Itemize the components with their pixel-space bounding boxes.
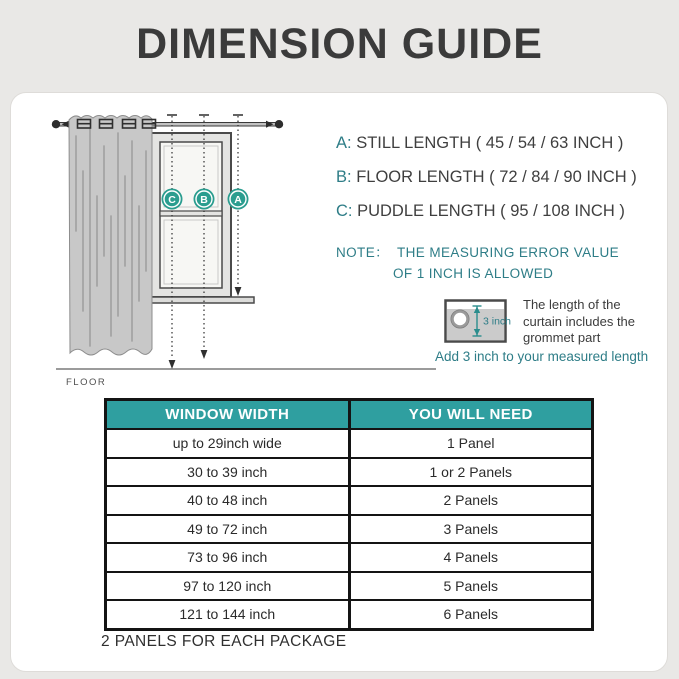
- cell-panels: 3 Panels: [349, 515, 593, 544]
- badge-b: [194, 189, 215, 210]
- cell-panels: 1 or 2 Panels: [349, 458, 593, 487]
- panel-size-table: [104, 398, 594, 631]
- length-spec-b: [336, 167, 637, 188]
- cell-width: 40 to 48 inch: [106, 486, 350, 515]
- note-text-1: THE MEASURING ERROR VALUE: [397, 245, 620, 260]
- cell-panels: 5 Panels: [349, 572, 593, 601]
- length-spec-a: [336, 133, 637, 154]
- length-text-b: FLOOR LENGTH ( 72 / 84 / 90 INCH ): [356, 168, 637, 186]
- table-header-row: [106, 400, 593, 430]
- badge-c: [162, 189, 183, 210]
- note-line-2: OF 1 INCH IS ALLOWED: [393, 266, 554, 281]
- length-key-c: C:: [336, 202, 353, 220]
- cell-width: 30 to 39 inch: [106, 458, 350, 487]
- table-row: [106, 572, 593, 601]
- dimension-guide-card: [10, 92, 668, 672]
- cell-width: 49 to 72 inch: [106, 515, 350, 544]
- badge-a: [228, 189, 249, 210]
- table-row: [106, 543, 593, 572]
- header-window-width: WINDOW WIDTH: [106, 400, 350, 430]
- window-sill-icon: [146, 297, 254, 303]
- length-spec-c: [336, 201, 637, 222]
- length-key-a: A:: [336, 134, 352, 152]
- grommet-tip: Add 3 inch to your measured length: [435, 349, 649, 364]
- package-note: 2 PANELS FOR EACH PACKAGE: [101, 633, 347, 650]
- cell-width: 97 to 120 inch: [106, 572, 350, 601]
- svg-text:C: C: [168, 194, 176, 206]
- cell-width: 121 to 144 inch: [106, 600, 350, 629]
- grommet-description: The length of the curtain includes the grommet part: [523, 297, 636, 345]
- curtain-panel-icon: [69, 116, 156, 356]
- svg-text:B: B: [200, 194, 208, 206]
- cell-panels: 2 Panels: [349, 486, 593, 515]
- table-row: [106, 429, 593, 458]
- length-key-b: B:: [336, 168, 352, 186]
- floor-label: FLOOR: [66, 377, 107, 388]
- length-text-c: PUDDLE LENGTH ( 95 / 108 INCH ): [357, 202, 625, 220]
- window-icon: [146, 133, 254, 303]
- cell-panels: 6 Panels: [349, 600, 593, 629]
- page-title: DIMENSION GUIDE: [136, 20, 543, 68]
- header-you-will-need: YOU WILL NEED: [349, 400, 593, 430]
- table-row: [106, 458, 593, 487]
- measuring-note: [336, 242, 619, 284]
- cell-width: up to 29inch wide: [106, 429, 350, 458]
- table-row: [106, 486, 593, 515]
- grommet-measure-label: 3 inch: [483, 315, 512, 328]
- table-row: [106, 600, 593, 629]
- cell-panels: 1 Panel: [349, 429, 593, 458]
- cell-width: 73 to 96 inch: [106, 543, 350, 572]
- note-label: NOTE：: [336, 245, 390, 260]
- cell-panels: 4 Panels: [349, 543, 593, 572]
- grommet-measure-icon: [444, 299, 516, 345]
- svg-text:A: A: [234, 194, 242, 206]
- length-specs: [336, 133, 637, 235]
- note-line-1: [336, 242, 619, 263]
- table-row: [106, 515, 593, 544]
- length-text-a: STILL LENGTH ( 45 / 54 / 63 INCH ): [356, 134, 624, 152]
